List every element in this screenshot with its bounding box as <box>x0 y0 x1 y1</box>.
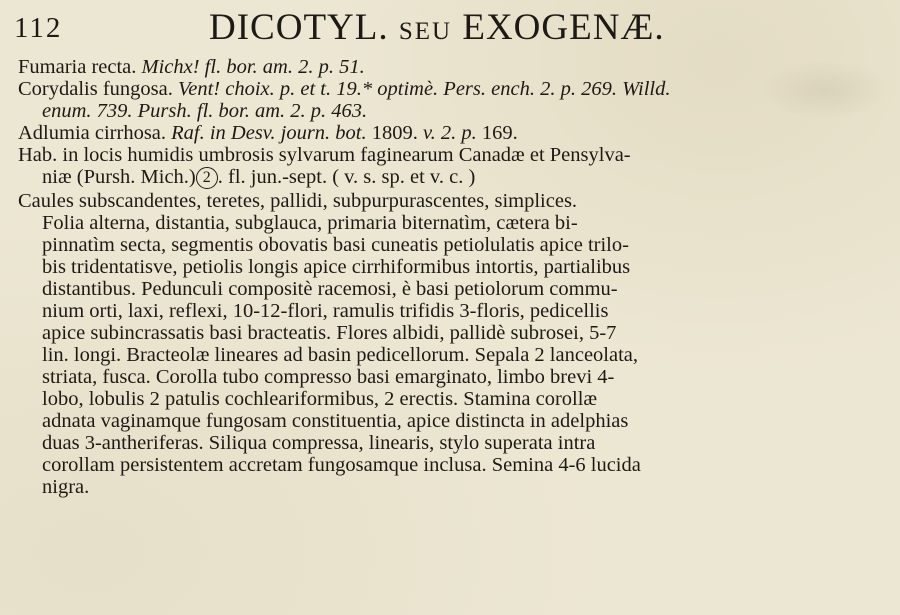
running-head-part3: EXOGENÆ. <box>462 7 665 48</box>
description-line: striata, fusca. Corolla tubo compresso basi emarginato, limbo brevi 4- <box>42 366 615 388</box>
synonym-reference: Michx! fl. bor. am. 2. p. 51. <box>141 56 365 78</box>
description-line: bis tridentatisve, petiolis longis apice cirrhiformibus intortis, partialibus <box>42 256 631 278</box>
page-number: 112 <box>14 12 63 44</box>
synonym-name: Fumaria recta. <box>18 56 137 78</box>
synonym-line <box>18 78 670 100</box>
running-head <box>209 6 665 49</box>
synonym-page: 169. <box>481 122 518 144</box>
description-line: duas 3-antheriferas. Siliqua compressa, linearis, stylo superata intra <box>42 432 596 454</box>
habitat-text: fl. jun.-sept. ( v. s. sp. et v. c. ) <box>228 166 476 188</box>
habitat-line: Hab. in locis humidis umbrosis sylvarum faginearum Canadæ et Pensylva- <box>18 144 631 166</box>
synonym-volume: v. 2. p. <box>423 122 477 144</box>
synonym-name: Adlumia cirrhosa. <box>18 122 167 144</box>
description-line: lin. longi. Bracteolæ lineares ad basin pedicellorum. Sepala 2 lanceolata, <box>42 344 639 366</box>
synonym-reference: Pursh. fl. bor. am. 2. p. 463. <box>137 100 368 122</box>
synonym-line <box>18 122 518 144</box>
description-line: apice subincrassatis basi bracteatis. Flores albidi, pallidè subrosei, 5-7 <box>42 322 617 344</box>
synonym-reference: Vent! choix. p. et t. 19.* optimè. Pers. ench. 2. p. 269. Willd. <box>178 78 671 100</box>
description-line: pinnatìm secta, segmentis obovatis basi cuneatis petiolulatis apice trilo- <box>42 234 629 256</box>
synonym-name: Corydalis fungosa. <box>18 78 173 100</box>
page-header <box>14 2 894 54</box>
description-line: adnata vaginamque fungosam constituentia, apice distincta in adelphias <box>42 410 629 432</box>
description-line: Folia alterna, distantia, subglauca, primaria biternatìm, cætera bi- <box>42 212 578 234</box>
habitat-line: niæ (Pursh. Mich.) 2 . fl. jun.-sept. ( v. s. sp. et v. c. ) <box>42 166 476 188</box>
description-line: distantibus. Pedunculi compositè racemosi, è basi petiolorum commu- <box>42 278 618 300</box>
habitat-text: niæ (Pursh. Mich.) <box>42 166 196 188</box>
description-line: lobo, lobulis 2 patulis cochleariformibus, 2 erectis. Stamina corollæ <box>42 388 598 410</box>
synonym-reference: Raf. in Desv. journ. bot. <box>171 122 367 144</box>
description-line: nigra. <box>42 476 90 498</box>
description-line: Caules subscandentes, teretes, pallidi, subpurpurascentes, simplices. <box>18 190 578 212</box>
synonym-year: 1809. <box>371 122 418 144</box>
description-line: nium orti, laxi, reflexi, 10-12-flori, ramulis trifidis 3-floris, pedicellis <box>42 300 609 322</box>
running-head-part2: SEU <box>398 18 453 45</box>
synonym-line <box>18 56 365 78</box>
running-head-part1: DICOTYL. <box>209 7 389 48</box>
synonym-reference: enum. 739. <box>42 100 133 122</box>
description-line: corollam persistentem accretam fungosamque inclusa. Semina 4-6 lucida <box>42 454 641 476</box>
synonym-line <box>42 100 367 122</box>
paper-stain <box>760 60 890 120</box>
biennial-symbol-icon: 2 <box>196 167 218 189</box>
